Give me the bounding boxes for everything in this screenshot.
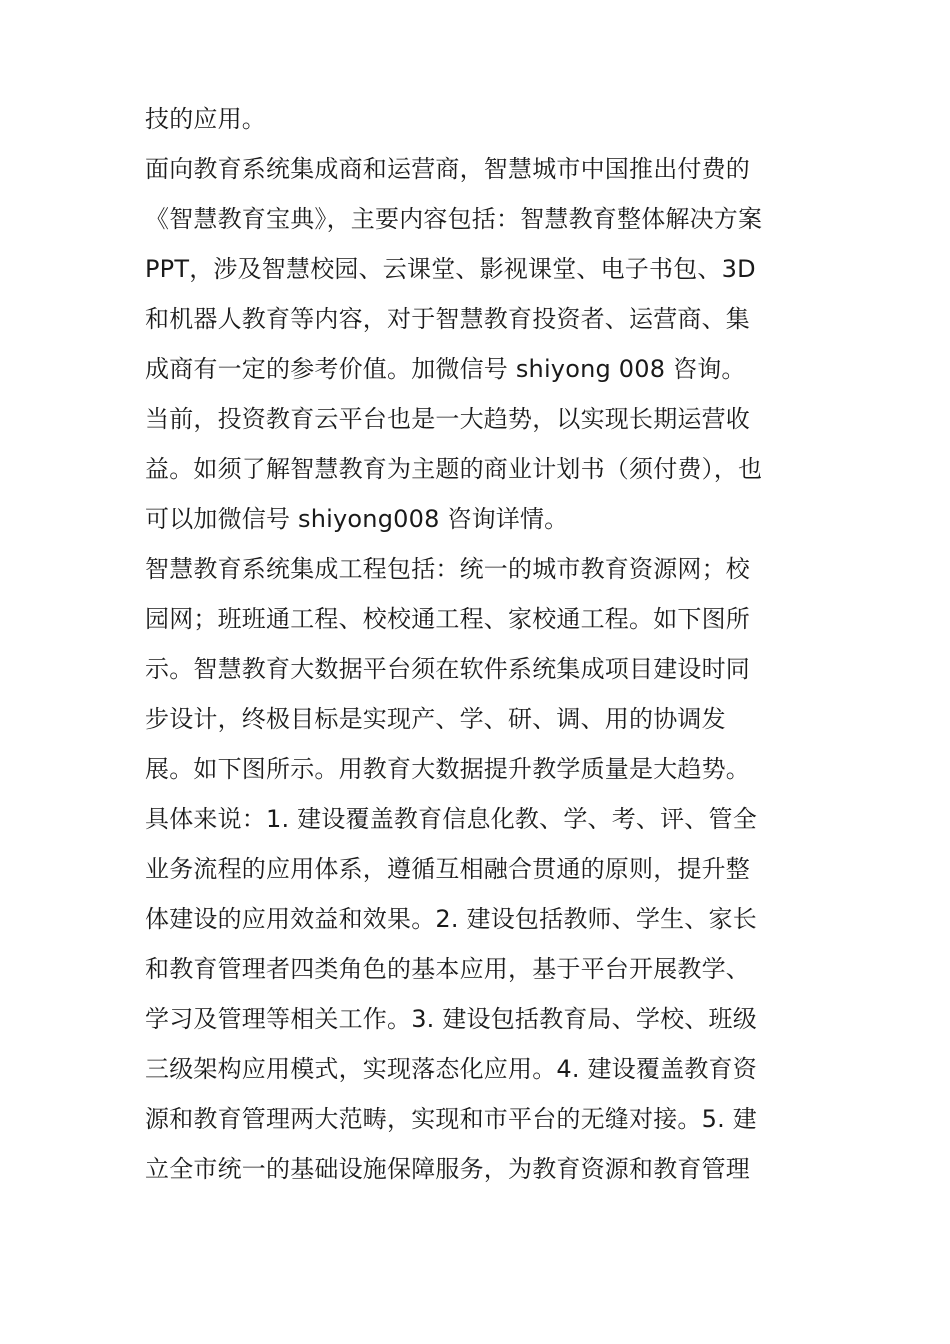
text-line: 展。如下图所示。用教育大数据提升教学质量是大趋势。: [145, 755, 750, 783]
text-line: 《智慧教育宝典》，主要内容包括：智慧教育整体解决方案: [145, 205, 763, 233]
text-line: 具体来说：1. 建设覆盖教育信息化教、学、考、评、管全: [145, 805, 757, 833]
text-line: 和机器人教育等内容，对于智慧教育投资者、运营商、集: [145, 305, 750, 333]
text-line: 三级架构应用模式，实现落态化应用。4. 建设覆盖教育资: [145, 1055, 757, 1083]
text-line: 示。智慧教育大数据平台须在软件系统集成项目建设时同: [145, 655, 750, 683]
text-line: 成商有一定的参考价值。加微信号 shiyong 008 咨询。: [145, 355, 746, 383]
text-line: 业务流程的应用体系，遵循互相融合贯通的原则，提升整: [145, 855, 750, 883]
text-line: 面向教育系统集成商和运营商，智慧城市中国推出付费的: [145, 155, 750, 183]
text-line: 当前，投资教育云平台也是一大趋势，以实现长期运营收: [145, 405, 750, 433]
text-line: 学习及管理等相关工作。3. 建设包括教育局、学校、班级: [145, 1005, 757, 1033]
text-line: 技的应用。: [145, 105, 266, 133]
text-line: 源和教育管理两大范畴，实现和市平台的无缝对接。5. 建: [145, 1105, 757, 1133]
text-line: PPT，涉及智慧校园、云课堂、影视课堂、电子书包、3D: [145, 255, 756, 283]
text-line: 智慧教育系统集成工程包括：统一的城市教育资源网；校: [145, 555, 750, 583]
text-line: 和教育管理者四类角色的基本应用，基于平台开展教学、: [145, 955, 750, 983]
text-line: 园网；班班通工程、校校通工程、家校通工程。如下图所: [145, 605, 750, 633]
text-line: 立全市统一的基础设施保障服务，为教育资源和教育管理: [145, 1155, 750, 1183]
text-line: 可以加微信号 shiyong008 咨询详情。: [145, 505, 569, 533]
text-line: 益。如须了解智慧教育为主题的商业计划书（须付费），也: [145, 455, 763, 483]
document-body: [145, 94, 805, 1194]
text-line: 体建设的应用效益和效果。2. 建设包括教师、学生、家长: [145, 905, 757, 933]
text-line: 步设计，终极目标是实现产、学、研、调、用的协调发: [145, 705, 726, 733]
